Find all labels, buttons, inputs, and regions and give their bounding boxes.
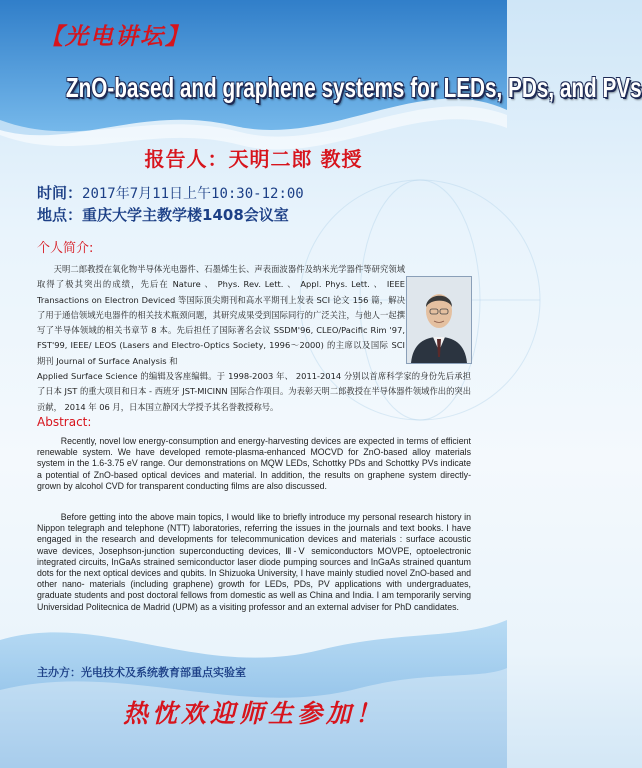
abstract-heading: Abstract: [37,415,92,429]
speaker-line: 报告人：天明二郎 教授 [144,147,363,171]
forum-title: 【光电讲坛】 [40,23,190,50]
host-line: 主办方：光电技术及系统教育部重点实验室 [37,666,246,679]
talk-title: ZnO-based and graphene systems for LEDs, PDs, and PVs [65,72,642,103]
speaker-photo [406,276,472,364]
bio-heading: 个人简介: [37,241,94,256]
welcome-banner: 热忱欢迎师生参加！ [122,699,384,728]
abstract-paragraph-2: Before getting into the above main topics, I would like to briefly introduce my personal research history in Nippon telegraph and telephone (NTT) laboratories, referring the issues in the journals and text books. I have engaged in the research and developments for telecommunication devices and materials : surface acoustic wave devices, Josephson-junction superconducting devices, Ⅲ-Ⅴ semiconductors MOVPE, optoelectronic integrated circuits, InGaAs strained semiconductor laser diode pumping sources and InGaAs strained quantum dots for the next optical devices and qubits. In Shizuoka University, I have mainly studied novel ZnO-based and other nano- materials (including graphene) growth for LEDs, PDs, PV applications with undergraduates, graduate students and post doctoral fellows from domestic as well as China and India. I am temporarily serving Universidad Politecnica de Madrid (UPM) as a visiting professor and an external adviser for PhD candidates. [37,512,471,612]
time-value: 2017年7月11日上午10:30-12:00 [82,186,304,202]
place-label: 地点： [37,206,83,224]
place-line [37,204,289,225]
bio-text-part2: Applied Surface Science 的编辑及客座编辑。于 1998-2003 年、 2011-2014 分别以首席科学家的身份先后承担了日本 JST 的重大项目和日本 - 西班牙 JST-MICINN 国际合作项目。为表彰天明二郎教授在半导体器件领域作出的突出贡献， 2014 年 06 月，日本国立静冈大学授予其名誉教授称号。 [37,371,471,412]
place-value: 重庆大学主教学楼1408会议室 [82,206,289,224]
bio-text-part1: 天明二郎教授在氧化物半导体光电器件、石墨烯生长、声表面波器件及纳米光学器件等研究领域取得了极其突出的成绩，先后在 Nature 、 Phys. Rev. Lett. 、 Appl. Phys. Lett. 、 IEEE Transactions on Electron Deviced 等国际顶尖期刊和高水平期刊上发表 SCI 论文 156 篇，解决了用于通信领域光电器件的相关技术瓶颈问题，其研究成果受到国际同行的广泛关注，与他人一起撰写了半导体领域的相关书章节 8 本。先后担任了国际著名会议 SSDM'96, CLEO/Pacific Rim '97, FST'99, IEEE/ LEOS (Lasers and Electro-Optics Society, 1996～2000) 的主席以及国际 SCI 期刊 Journal of Surface Analysis 和 [37,264,405,366]
time-line [37,182,304,203]
abstract-paragraph-1: Recently, novel low energy-consumption and energy-harvesting devices are expected in terms of efficient renewable system. We have developed remote-plasma-enhanced MOCVD for ZnO-based alloy materials system in the 1.6-3.75 eV range. Our demonstrations on MQW LEDs, Schottky PDs and Schottky PVs indicate a potential of ZnO-based optical devices and material. In addition, the results on graphene system directly-grown by alcohol CVD for transparent conducting films are also discussed. [37,436,471,491]
time-label: 时间： [37,184,83,202]
